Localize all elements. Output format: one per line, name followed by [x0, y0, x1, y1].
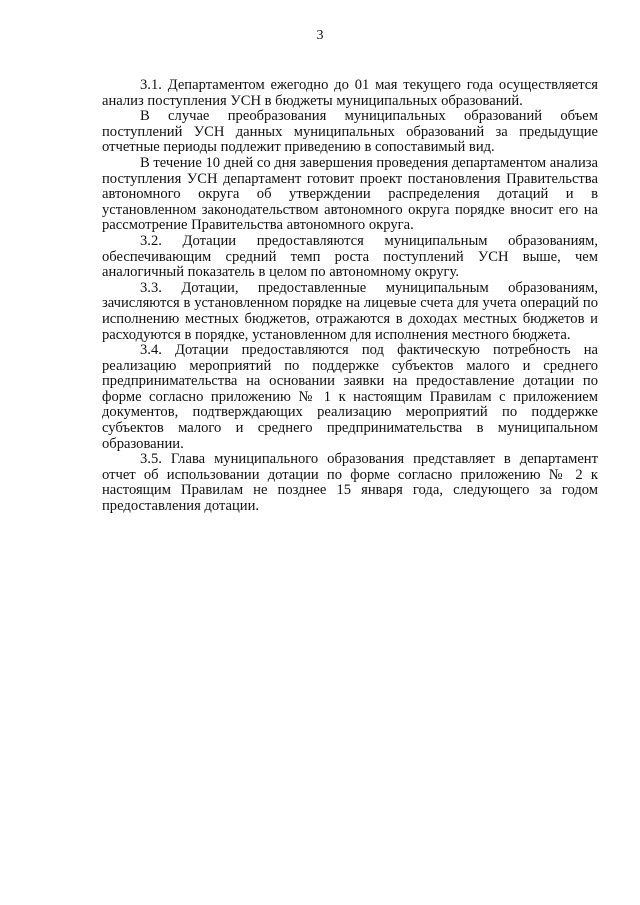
paragraph-3-1-deadline: В течение 10 дней со дня завершения проведения департаментом анализа поступления УСН департамент готовит проект постановления Правительства автономного округа об утверждении распределения дотаций и в установленном законодательством автономного округа порядке вносит его на рассмотрение Правительства автономного округа.: [102, 154, 598, 234]
paragraph-3-3: 3.3. Дотации, предоставленные муниципальным образованиям, зачисляются в установленном порядке на лицевые счета для учета операций по исполнению местных бюджетов, отражаются в доходах местных бюджетов и расходуются в порядке, установленном для исполнения местного бюджета.: [102, 279, 598, 343]
page-number: 3: [316, 28, 324, 43]
paragraph-3-1: 3.1. Департаментом ежегодно до 01 мая текущего года осуществляется анализ поступления УСН в бюджеты муниципальных образований.: [102, 77, 598, 109]
document-body: [102, 78, 598, 515]
paragraph-3-2: 3.2. Дотации предоставляются муниципальным образованиям, обеспечивающим средний темп роста поступлений УСН выше, чем аналогичный показатель в целом по автономному округу.: [102, 232, 598, 281]
paragraph-3-5: 3.5. Глава муниципального образования представляет в департамент отчет об использовании дотации по форме согласно приложению № 2 к настоящим Правилам не позднее 15 января года, следующего за годом предоставления дотации.: [102, 451, 598, 515]
paragraph-3-4: 3.4. Дотации предоставляются под фактическую потребность на реализацию мероприятий по поддержке субъектов малого и среднего предпринимательства на основании заявки на предоставление дотации по форме согласно приложению № 1 к настоящим Правилам с приложением документов, подтверждающих реализацию мероприятий по поддержке субъектов малого и среднего предпринимательства в муниципальном образовании.: [102, 342, 598, 452]
paragraph-3-1-transformation: В случае преобразования муниципальных образований объем поступлений УСН данных муниципальных образований за предыдущие отчетные периоды подлежит приведению в сопоставимый вид.: [102, 108, 598, 156]
